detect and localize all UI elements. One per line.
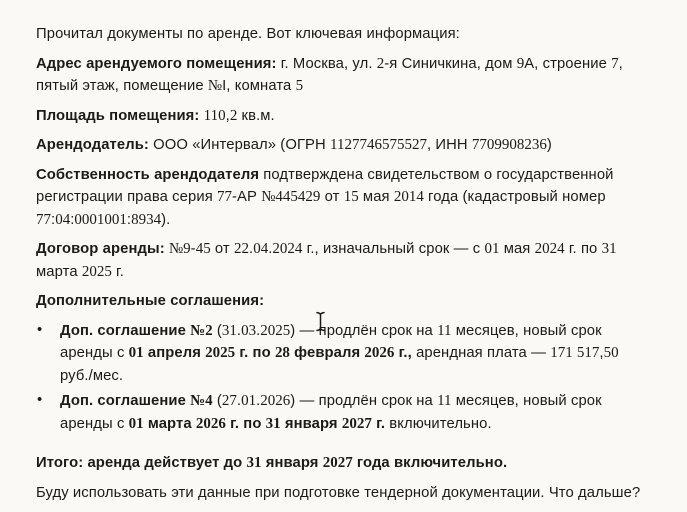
bold-text-run: Арендодатель: bbox=[36, 137, 149, 153]
paragraph bbox=[36, 134, 650, 157]
list-item bbox=[36, 390, 650, 435]
paragraph bbox=[36, 164, 650, 232]
bullet-icon: • bbox=[37, 392, 43, 408]
text-run: 110,2 кв.м. bbox=[199, 107, 275, 124]
text-run: ООО «Интервал» (ОГРН 1127746575527, ИНН 7709908236) bbox=[148, 137, 552, 153]
bold-text-run: Собственность арендодателя bbox=[36, 166, 260, 183]
bold-text-run: Дополнительные соглашения: bbox=[36, 293, 265, 309]
bold-text-run: Доп. соглашение №4 bbox=[60, 393, 213, 409]
bold-text-run: Итого: аренда действует до 31 января 2027 года включительно. bbox=[36, 455, 508, 471]
paragraph bbox=[36, 238, 650, 283]
bold-text-run: 01 апреля 2025 г. по 28 февраля 2026 г., bbox=[128, 345, 412, 361]
paragraph bbox=[36, 482, 650, 505]
list-item-text bbox=[60, 323, 619, 384]
amendments-list bbox=[36, 320, 650, 436]
bold-text-run: 01 марта 2026 г. по 31 января 2027 г. bbox=[128, 415, 386, 432]
text-run: г. Москва, ул. 2-я Синичкина, дом 9А, строение 7, пятый этаж, помещение №I, комната 5 bbox=[36, 55, 623, 94]
list-item-text bbox=[60, 393, 602, 432]
bold-text-run: Договор аренды: bbox=[36, 241, 165, 257]
paragraph bbox=[36, 23, 650, 46]
text-run: подтверждена свидетельством о государственной регистрации права серия 77-АР №445429 от 15 мая 2014 года (кадастровый номер 77:04:0001001:8934). bbox=[36, 166, 614, 228]
text-run: №9-45 от 22.04.2024 г., изначальный срок — с 01 мая 2024 г. по 31 марта 2025 г. bbox=[36, 241, 617, 280]
bold-text-run: Площадь помещения: bbox=[36, 107, 200, 124]
list-item bbox=[36, 320, 650, 388]
text-run: (31.03.2025) — продлён срок на 11 месяцев, новый срок аренды с bbox=[60, 322, 602, 361]
text-run: арендная плата — 171 517,50 руб./мес. bbox=[60, 345, 619, 384]
bold-text-run: Доп. соглашение №2 bbox=[60, 322, 213, 339]
paragraph bbox=[36, 105, 650, 128]
text-run: Прочитал документы по аренде. Вот ключевая информация: bbox=[36, 26, 460, 42]
text-run: (27.01.2026) — продлён срок на 11 месяцев, новый срок аренды с bbox=[60, 393, 602, 432]
bullet-icon: • bbox=[37, 321, 43, 338]
paragraph bbox=[36, 53, 650, 98]
text-run: включительно. bbox=[385, 415, 492, 432]
bold-text-run: Адрес арендуемого помещения: bbox=[36, 55, 277, 72]
paragraph bbox=[36, 452, 650, 475]
paragraph bbox=[36, 290, 650, 313]
text-run: Буду использовать эти данные при подготовке тендерной документации. Что дальше? bbox=[36, 484, 641, 501]
